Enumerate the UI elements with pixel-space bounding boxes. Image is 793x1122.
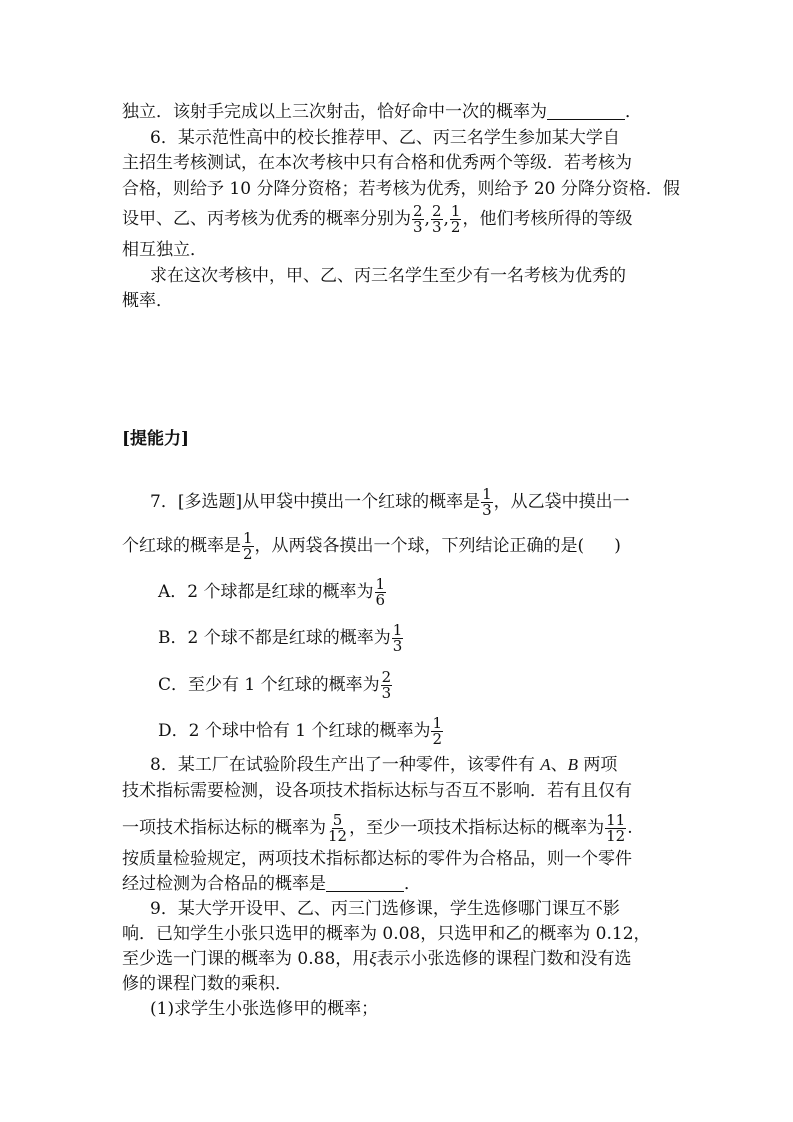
problem-6-line-5: 相互独立． [122, 240, 207, 260]
option-b: B．2 个球不都是红球的概率为 $\frac{1}{3}$ [158, 621, 403, 655]
problem-9-line-1: 9．某大学开设甲、乙、丙三门选修课，学生选修哪门课互不影 [150, 899, 620, 919]
problem-6-line-1: 6．某示范性高中的校长推荐甲、乙、丙三名学生参加某大学自 [150, 128, 620, 148]
option-c: C．至少有 1 个红球的概率为 $\frac{2}{3}$ [158, 668, 392, 702]
problem-9-line-4: 修的课程门数的乘积． [122, 974, 292, 994]
option-a: A．2 个球都是红球的概率为 $\frac{1}{6}$ [158, 575, 386, 609]
problem-6-line-7: 概率． [122, 291, 173, 311]
problem-6-line-6: 求在这次考核中，甲、乙、丙三名学生至少有一名考核为优秀的 [150, 266, 626, 286]
problem-7-line-1: 7．[多选题]从甲袋中摸出一个红球的概率是 $\frac{1}{3}$ ，从乙袋中摸出一 [150, 485, 630, 519]
fraction: $\frac{2}{3}$ [431, 202, 442, 236]
problem-5-tail: 独立．该射手完成以上三次射击，恰好命中一次的概率为 ． [122, 102, 642, 122]
fraction: $\frac{2}{3}$ [381, 668, 392, 702]
answer-blank [326, 873, 404, 892]
fraction: $\frac{1}{6}$ [375, 575, 386, 609]
fraction: $\frac{1}{3}$ [392, 621, 403, 655]
problem-8-line-3: 一项技术指标达标的概率为 $\frac{5}{12}$ ，至少一项技术指标达标的概率为 $\frac{11}{12}$ . [122, 811, 633, 845]
fraction: $\frac{5}{12}$ [328, 811, 348, 845]
problem-8-line-2: 技术指标需要检测，设各项技术指标达标与否互不影响．若有且仅有 [122, 781, 632, 801]
problem-8-line-4: 按质量检验规定，两项技术指标都达标的零件为合格品，则一个零件 [122, 849, 632, 869]
problem-9-part-1: (1)求学生小张选修甲的概率； [150, 999, 379, 1019]
problem-9-line-2: 响．已知学生小张只选甲的概率为 0.08，只选甲和乙的概率为 0.12， [122, 924, 651, 944]
fraction: $\frac{11}{12}$ [606, 811, 626, 845]
answer-blank [547, 101, 625, 120]
section-heading: [提能力] [122, 429, 190, 449]
problem-6-line-2: 主招生考核测试，在本次考核中只有合格和优秀两个等级．若考核为 [122, 153, 632, 173]
fraction: $\frac{1}{2}$ [450, 202, 461, 236]
problem-8-line-1: 8．某工厂在试验阶段生产出了一种零件，该零件有 A、B 两项 [150, 755, 618, 775]
problem-8-line-5: 经过检测为合格品的概率是 ． [122, 874, 421, 894]
fraction: $\frac{1}{2}$ [243, 529, 253, 563]
problem-6-line-3: 合格，则给予 10 分降分资格；若考核为优秀，则给予 20 分降分资格．假 [122, 179, 680, 199]
fraction: $\frac{1}{2}$ [432, 714, 443, 748]
fraction: $\frac{1}{3}$ [482, 485, 492, 519]
problem-7-line-2: 个红球的概率是 $\frac{1}{2}$ ，从两袋各摸出一个球，下列结论正确的是( ) [122, 529, 621, 563]
fraction: $\frac{2}{3}$ [413, 202, 423, 236]
problem-6-line-4: 设甲、乙、丙考核为优秀的概率分别为 $\frac{2}{3}$ , $\frac{2}{3}$ , $\frac{1}{2}$ ，他们考核所得的等级 [122, 202, 633, 236]
problem-9-line-3: 至少选一门课的概率为 0.88，用ξ表示小张选修的课程门数和没有选 [122, 949, 632, 969]
option-d: D．2 个球中恰有 1 个红球的概率为 $\frac{1}{2}$ [158, 714, 443, 748]
